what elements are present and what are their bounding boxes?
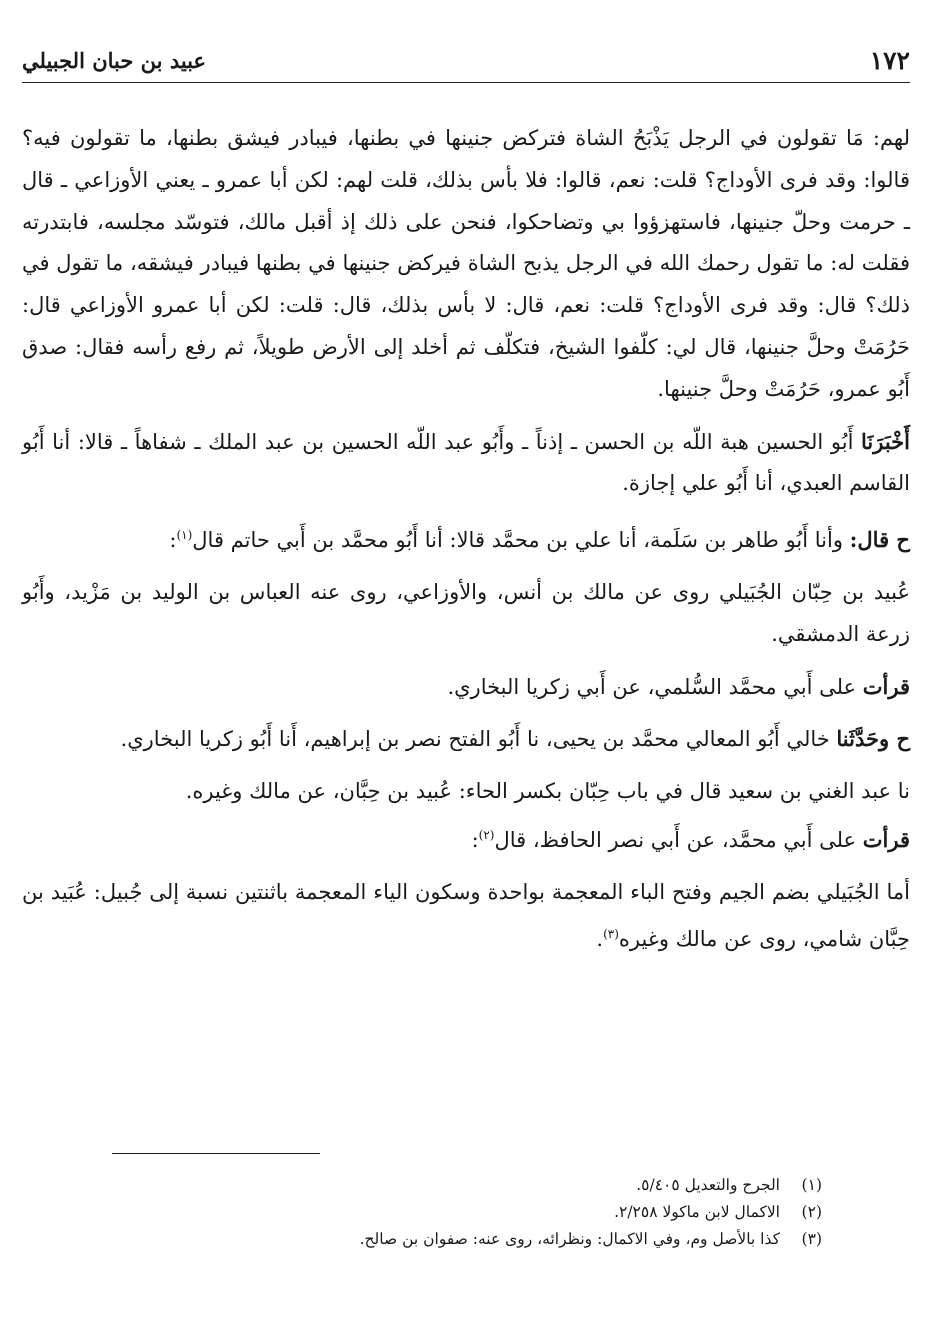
paragraph-lead: أَخْبَرَنَا — [861, 428, 910, 454]
paragraph-lead: قرأت — [862, 826, 910, 852]
running-title: عبيد بن حبان الجبيلي — [22, 48, 207, 73]
footnotes — [22, 1172, 822, 1253]
footnote: (١)الجرح والتعديل ٥/٤٠٥. — [636, 1176, 822, 1194]
paragraph-lead: قرأت — [862, 673, 910, 699]
paragraph-lead: ح قال: — [849, 527, 910, 553]
paragraph-narration: لهم: مَا تقولون في الرجل يَذْبَحُ الشاة فتركض جنينها في بطنها، فيبادر فيشق بطنها، ما تقولون فيه؟ قالوا: وقد فرى الأوداج؟ قلت: نعم، قالوا: فلا بأس بذلك، قلت لهم: لكن أبا عمرو ـ يعني الأوزاعي ـ قال ـ حرمت وحلّ جنينها، فاستهزؤوا بي وتضاحكوا، فنحن على ذلك إذ أقبل مالك، فتوسّد مجلسه، فابتدرته فقلت له: ما تقول رحمك الله في الرجل يذبح الشاة فيركض جنينها في بطنها فيبادر فيشقه، ما تقول في ذلك؟ قال: وقد فرى الأوداج؟ قلت: نعم، قال: لا بأس بذلك، قال: قلت: لكن أبا عمرو الأوزاعي قال: حَرُمَتْ وحلَّ جنينها، قال لي: كلّفوا الشيخ، فتكلّف ثم أخلد إلى الأرض طويلاً، ثم رفع رأسه فقال: صدق أَبُو عمرو، حَرُمَتْ وحلَّ جنينها. — [22, 126, 910, 401]
footnote-ref: (١) — [176, 528, 193, 543]
footnote: (٣)كذا بالأصل وم، وفي الاكمال: ونظرائه، روى عنه: صفوان بن صالح. — [359, 1230, 822, 1248]
footnote-ref: (٣) — [603, 926, 619, 941]
paragraph-lead: ح وحَدَّثَنا — [836, 726, 910, 752]
footnote-ref: (٢) — [478, 827, 495, 842]
paragraph-isnad-5: قرأت على أَبي محمَّد، عن أَبي نصر الحافظ، قال$^{(٢)}$: — [471, 826, 910, 852]
footnote: (٢)الاكمال لابن ماكولا ٢/٢٥٨. — [614, 1203, 822, 1221]
page-number: ١٧٢ — [869, 46, 910, 75]
paragraph-isnad-4: ح وحَدَّثَنا خالي أَبُو المعالي محمَّد بن يحيى، نا أَبُو الفتح نصر بن إبراهيم، أَنا أَبُو زكريا البخاري. — [120, 726, 910, 752]
footnote-separator — [112, 1153, 320, 1154]
header-rule — [22, 82, 910, 83]
paragraph-citation: نا عبد الغني بن سعيد قال في باب حِبّان بكسر الحاء: عُبيد بن حِبَّان، عن مالك وغيره. — [185, 779, 910, 804]
paragraph-isnad-2: ح قال: وأنا أَبُو طاهر بن سَلَمة، أنا علي بن محمَّد قالا: أنا أَبُو محمَّد بن أَبي حاتم قال$^{(١)}$: — [169, 527, 910, 553]
paragraph-isnad-3: قرأت على أَبي محمَّد السُّلمي، عن أَبي زكريا البخاري. — [447, 673, 910, 699]
paragraph-isnad-1: أَخْبَرَنَا أَبُو الحسين هبة اللّه بن الحسن ـ إذناً ـ وأَبُو عبد اللّه الحسين بن عبد الملك ـ شفاهاً ـ قالا: أنا أَبُو القاسم العبدي، أنا أَبُو علي إجازة. — [22, 428, 910, 496]
paragraph-nisba: أما الجُبَيلي بضم الجيم وفتح الباء المعجمة بواحدة وسكون الياء المعجمة باثنتين نسبة إلى جُبيل: عُبَيد بن حِبَّان شامي، روى عن مالك وغيره$^{(٣)}$. — [22, 879, 910, 951]
main-text — [22, 118, 910, 970]
page-header — [22, 44, 910, 80]
paragraph-biography: عُبيد بن حِبّان الجُبَيلي روى عن مالك بن أنس، والأوزاعي، روى عنه العباس بن الوليد بن مَزْيد، وأَبُو زرعة الدمشقي. — [22, 579, 910, 646]
